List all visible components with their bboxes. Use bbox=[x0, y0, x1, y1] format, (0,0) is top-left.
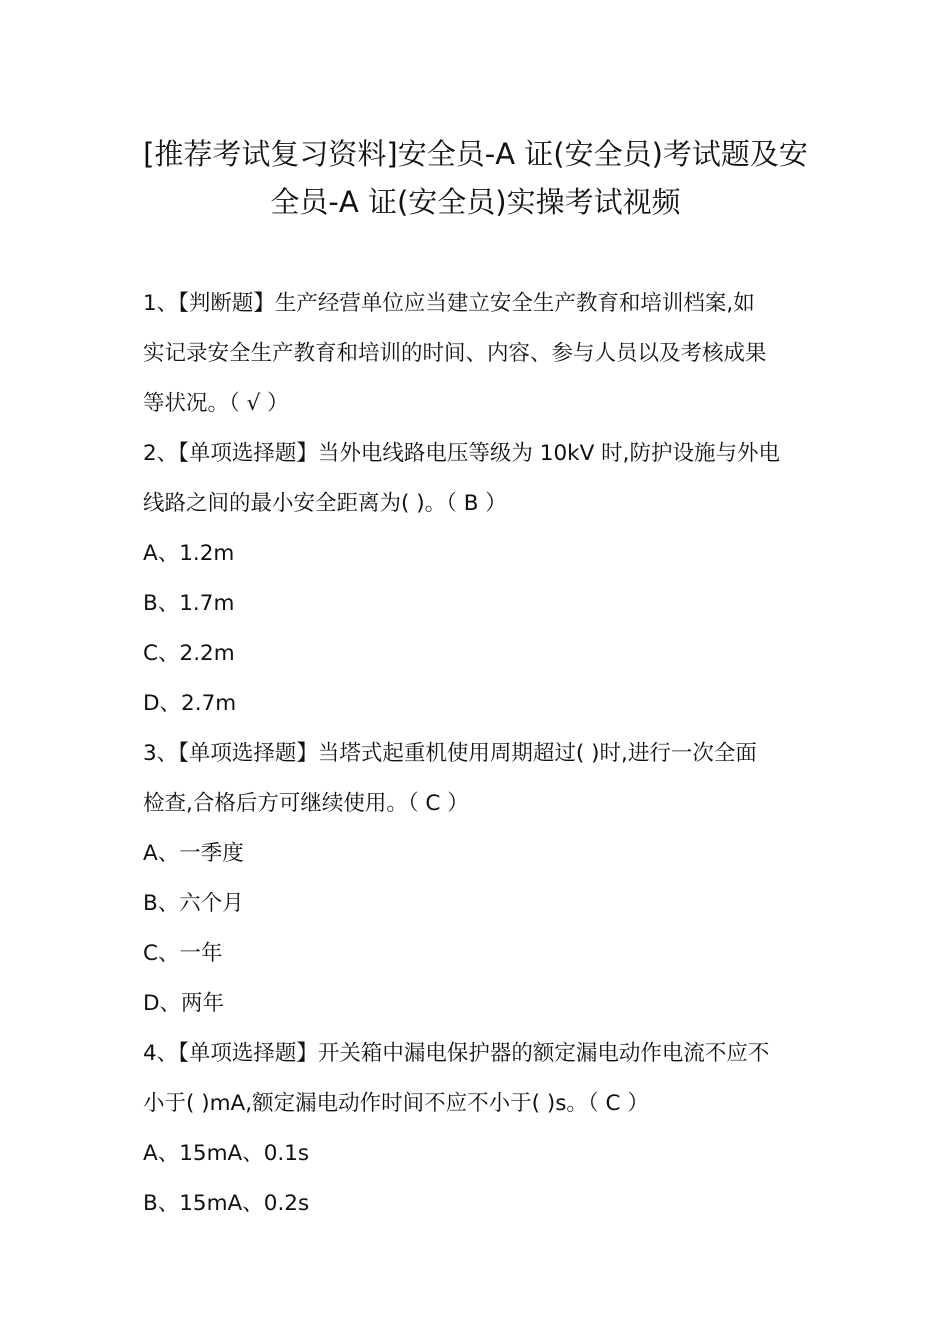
question-text-line: 小于( )mA,额定漏电动作时间不应不小于( )s。（ C ） bbox=[143, 1091, 649, 1116]
answer-option: C、2.2m bbox=[143, 641, 235, 666]
question-text-line: 2、【单项选择题】当外电线路电压等级为 10kV 时,防护设施与外电 bbox=[143, 441, 780, 466]
question-1 bbox=[143, 279, 808, 429]
title-line-2: 全员-A 证(安全员)实操考试视频 bbox=[270, 185, 681, 219]
question-list bbox=[143, 279, 808, 1229]
question-4 bbox=[143, 1029, 808, 1229]
question-3 bbox=[143, 729, 808, 1029]
question-text-line: 等状况。（ √ ） bbox=[143, 391, 289, 416]
question-text-line: 线路之间的最小安全距离为( )。（ B ） bbox=[143, 491, 507, 516]
title-line-1: [推荐考试复习资料]安全员-A 证(安全员)考试题及安 bbox=[143, 137, 808, 171]
answer-option: D、2.7m bbox=[143, 691, 237, 716]
question-text-line: 4、【单项选择题】开关箱中漏电保护器的额定漏电动作电流不应不 bbox=[143, 1041, 770, 1066]
answer-option: A、一季度 bbox=[143, 841, 244, 866]
answer-option: C、一年 bbox=[143, 941, 223, 966]
answer-option: B、15mA、0.2s bbox=[143, 1191, 310, 1216]
answer-option: B、1.7m bbox=[143, 591, 235, 616]
answer-option: B、六个月 bbox=[143, 891, 244, 916]
answer-option: D、两年 bbox=[143, 991, 225, 1016]
document-title bbox=[143, 130, 808, 226]
question-2 bbox=[143, 429, 808, 729]
answer-option: A、15mA、0.1s bbox=[143, 1141, 310, 1166]
question-text-line: 3、【单项选择题】当塔式起重机使用周期超过( )时,进行一次全面 bbox=[143, 741, 757, 766]
answer-option: A、1.2m bbox=[143, 541, 235, 566]
question-text-line: 1、【判断题】生产经营单位应当建立安全生产教育和培训档案,如 bbox=[143, 291, 755, 316]
question-text-line: 检查,合格后方可继续使用。（ C ） bbox=[143, 791, 469, 816]
question-text-line: 实记录安全生产教育和培训的时间、内容、参与人员以及考核成果 bbox=[143, 341, 767, 366]
